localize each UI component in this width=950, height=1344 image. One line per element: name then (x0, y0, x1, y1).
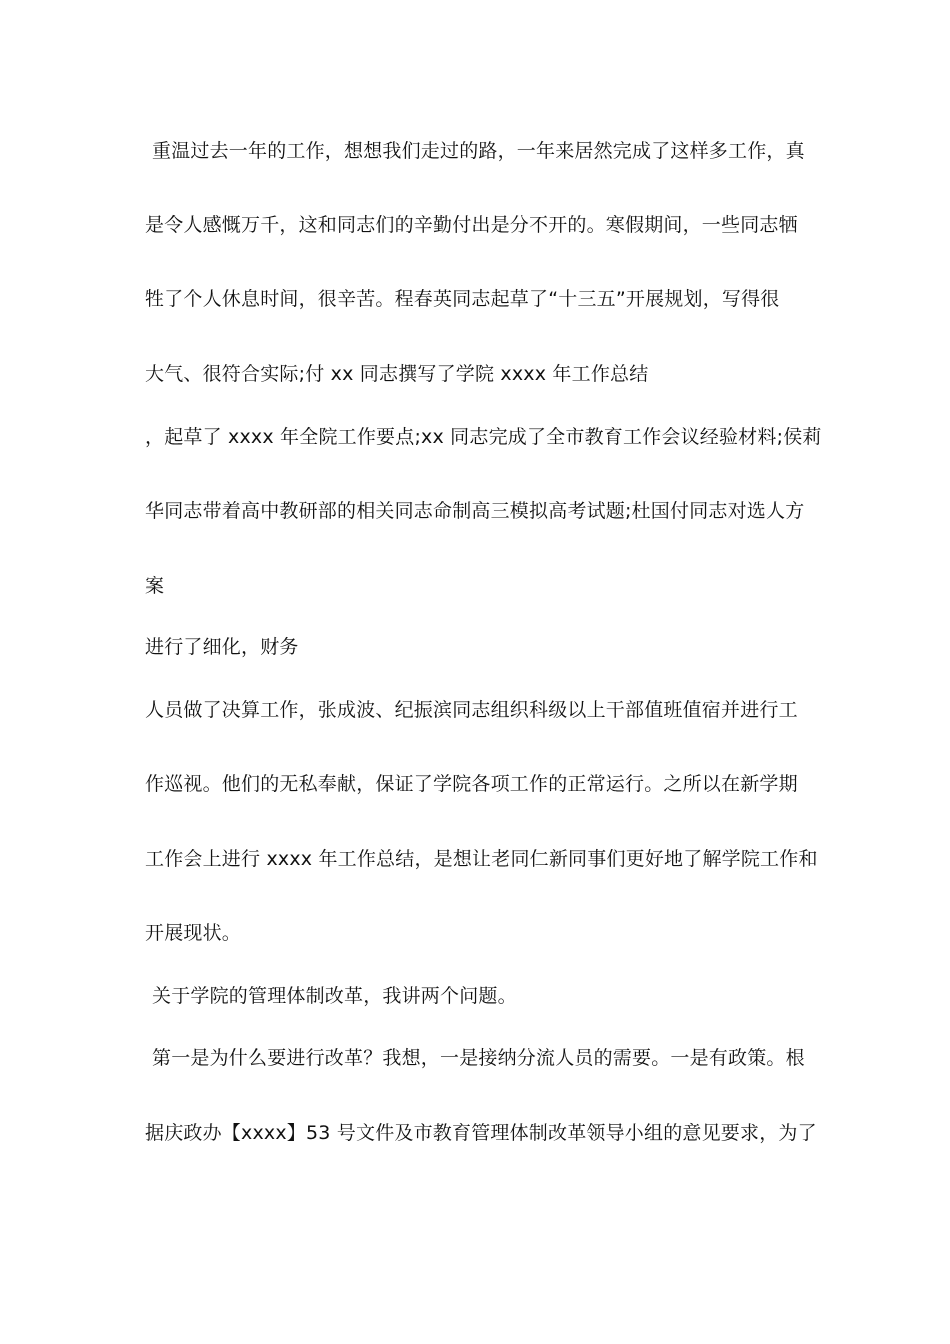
paragraph-line-6: 华同志带着高中教研部的相关同志命制高三模拟高考试题;杜国付同志对选人方 (145, 500, 805, 522)
paragraph-line-9: 人员做了决算工作，张成波、纪振滨同志组织科级以上干部值班值宿并进行工 (145, 699, 798, 721)
paragraph-line-14: 第一是为什么要进行改革？我想，一是接纳分流人员的需要。一是有政策。根 (152, 1047, 805, 1069)
paragraph-line-15: 据庆政办【xxxx】53 号文件及市教育管理体制改革领导小组的意见要求，为了 (145, 1122, 817, 1144)
paragraph-line-4: 大气、很符合实际;付 xx 同志撰写了学院 xxxx 年工作总结 (145, 363, 649, 385)
paragraph-line-7: 案 (145, 575, 165, 597)
paragraph-line-5: ，起草了 xxxx 年全院工作要点;xx 同志完成了全市教育工作会议经验材料;侯莉 (145, 426, 822, 448)
paragraph-line-8: 进行了细化，财务 (145, 636, 299, 658)
paragraph-line-12: 开展现状。 (145, 922, 242, 944)
paragraph-line-11: 工作会上进行 xxxx 年工作总结，是想让老同仁新同事们更好地了解学院工作和 (145, 848, 818, 870)
paragraph-line-10: 作巡视。他们的无私奉献，保证了学院各项工作的正常运行。之所以在新学期 (145, 773, 798, 795)
paragraph-line-1: 重温过去一年的工作，想想我们走过的路，一年来居然完成了这样多工作，真 (152, 140, 805, 162)
paragraph-line-3: 牲了个人休息时间，很辛苦。程春英同志起草了“十三五”开展规划，写得很 (145, 288, 780, 310)
paragraph-line-13: 关于学院的管理体制改革，我讲两个问题。 (152, 985, 517, 1007)
paragraph-line-2: 是令人感慨万千，这和同志们的辛勤付出是分不开的。寒假期间，一些同志牺 (145, 214, 798, 236)
